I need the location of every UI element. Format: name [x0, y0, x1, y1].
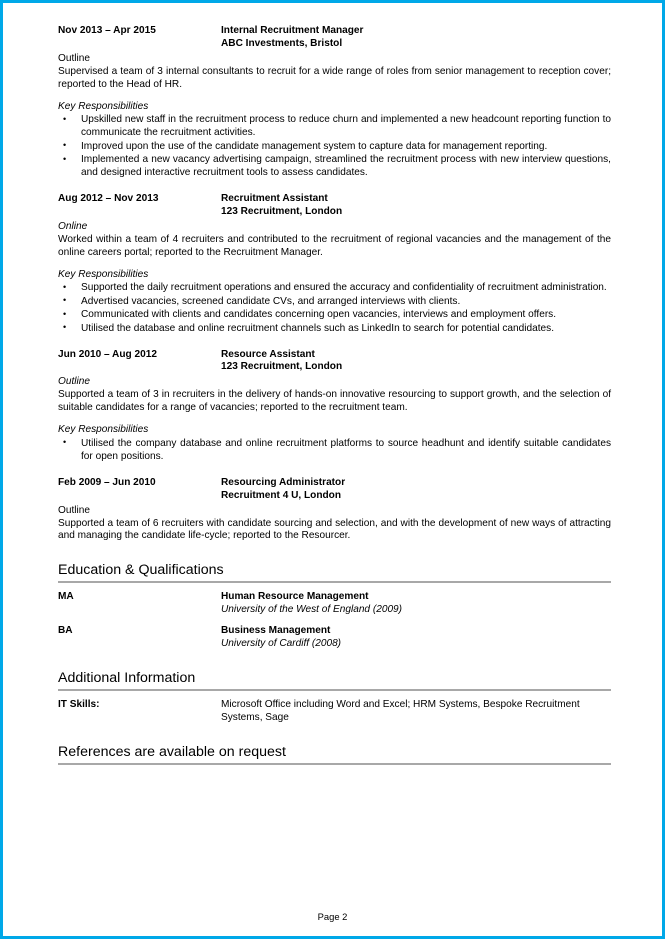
job-company: Recruitment 4 U, London — [221, 489, 342, 501]
references-section — [58, 743, 611, 765]
cv-content — [58, 25, 611, 765]
job-dates: Feb 2009 – Jun 2010 — [58, 476, 156, 488]
job-title: Recruitment Assistant — [221, 192, 328, 204]
job-title: Resource Assistant — [221, 348, 315, 360]
key-responsibilities-list — [58, 438, 611, 464]
list-item: • Upskilled new staff in the recruitment process to reduce churn and implemented a new headcount reporting function to communicate the recruitment activities. — [58, 114, 611, 140]
job-header — [58, 25, 611, 51]
education-entry — [58, 625, 611, 651]
list-item: • Utilised the database and online recruitment channels such as LinkedIn to search for potential candidates. — [58, 323, 611, 336]
job-dates: Jun 2010 – Aug 2012 — [58, 348, 157, 360]
page-footer — [3, 911, 662, 922]
outline-text: Supported a team of 6 recruiters with candidate sourcing and selection, and with the development of new ways of attracting and managing the candidate life-cycle; reported to the Resourcer. — [58, 517, 611, 542]
job-header — [58, 477, 611, 503]
education-section — [58, 561, 611, 651]
additional-information-entry — [58, 699, 611, 725]
list-item: • Improved upon the use of the candidate management system to capture data for management reporting. — [58, 141, 611, 154]
job-company: ABC Investments, Bristol — [221, 37, 343, 49]
education-qualification: MA — [58, 591, 74, 603]
outline-label: Outline — [58, 52, 90, 64]
education-detail — [221, 625, 611, 651]
list-item: • Utilised the company database and online recruitment platforms to source headhunt and identify suitable candidates for open positions. — [58, 438, 611, 464]
education-subject: Business Management — [221, 625, 331, 637]
section-heading-references: References are available on request — [58, 743, 611, 765]
job-entry — [58, 349, 611, 464]
job-company: 123 Recruitment, London — [221, 205, 343, 217]
list-item: • Implemented a new vacancy advertising campaign, streamlined the recruitment process with new interview questions, and designed interactive recruitment tools to assess candidates. — [58, 154, 611, 180]
job-header — [58, 349, 611, 375]
outline-label: Outline — [58, 504, 90, 516]
page-number: Page 2 — [317, 911, 348, 922]
list-item: • Advertised vacancies, screened candidate CVs, and arranged interviews with clients. — [58, 296, 611, 309]
education-institution: University of the West of England (2009) — [221, 604, 403, 616]
outline-label: Outline — [58, 376, 90, 388]
education-qualification: BA — [58, 625, 73, 637]
key-responsibilities-list — [58, 282, 611, 335]
job-entry — [58, 25, 611, 180]
additional-information-section — [58, 669, 611, 725]
job-title: Internal Recruitment Manager — [221, 25, 364, 36]
list-item: • Supported the daily recruitment operations and ensured the accuracy and confidentiality of recruitment administration. — [58, 282, 611, 295]
job-title: Resourcing Administrator — [221, 476, 346, 488]
employment-history-section — [58, 25, 611, 543]
section-heading-education: Education & Qualifications — [58, 561, 611, 583]
job-entry — [58, 477, 611, 544]
key-responsibilities-list — [58, 114, 611, 180]
job-title-block — [221, 477, 611, 503]
it-skills-value: Microsoft Office including Word and Excel; HRM Systems, Bespoke Recruitment Systems, Sage — [221, 699, 580, 724]
job-title-block — [221, 349, 611, 375]
outline-text: Supervised a team of 3 internal consultants to recruit for a wide range of roles from senior management to reception cover; reported to the Head of HR. — [58, 65, 611, 90]
job-title-block — [221, 25, 611, 51]
education-detail — [221, 591, 611, 617]
key-responsibilities-label: Key Responsibilities — [58, 268, 149, 280]
outline-text: Supported a team of 3 in recruiters in the delivery of hands-on innovative resourcing to support growth, and the selection of suitable candidates for a range of vacancies; reported to the recruitment team. — [58, 389, 611, 414]
list-item: • Communicated with clients and candidates concerning open vacancies, interviews and employment offers. — [58, 309, 611, 322]
outline-text: Worked within a team of 4 recruiters and contributed to the recruitment of regional vacancies and the management of the online careers portal; reported to the Recruitment Manager. — [58, 233, 611, 258]
job-header — [58, 193, 611, 219]
key-responsibilities-label: Key Responsibilities — [58, 100, 149, 112]
job-company: 123 Recruitment, London — [221, 361, 343, 373]
section-heading-additional-information: Additional Information — [58, 669, 611, 691]
education-entry — [58, 591, 611, 617]
outline-label: Online — [58, 220, 88, 232]
job-title-block — [221, 193, 611, 219]
it-skills-value-block — [221, 699, 611, 725]
job-entry — [58, 193, 611, 336]
it-skills-label: IT Skills: — [58, 699, 100, 711]
education-subject: Human Resource Management — [221, 591, 369, 603]
job-dates: Nov 2013 – Apr 2015 — [58, 25, 156, 36]
education-institution: University of Cardiff (2008) — [221, 638, 342, 650]
key-responsibilities-label: Key Responsibilities — [58, 424, 149, 436]
job-dates: Aug 2012 – Nov 2013 — [58, 192, 159, 204]
